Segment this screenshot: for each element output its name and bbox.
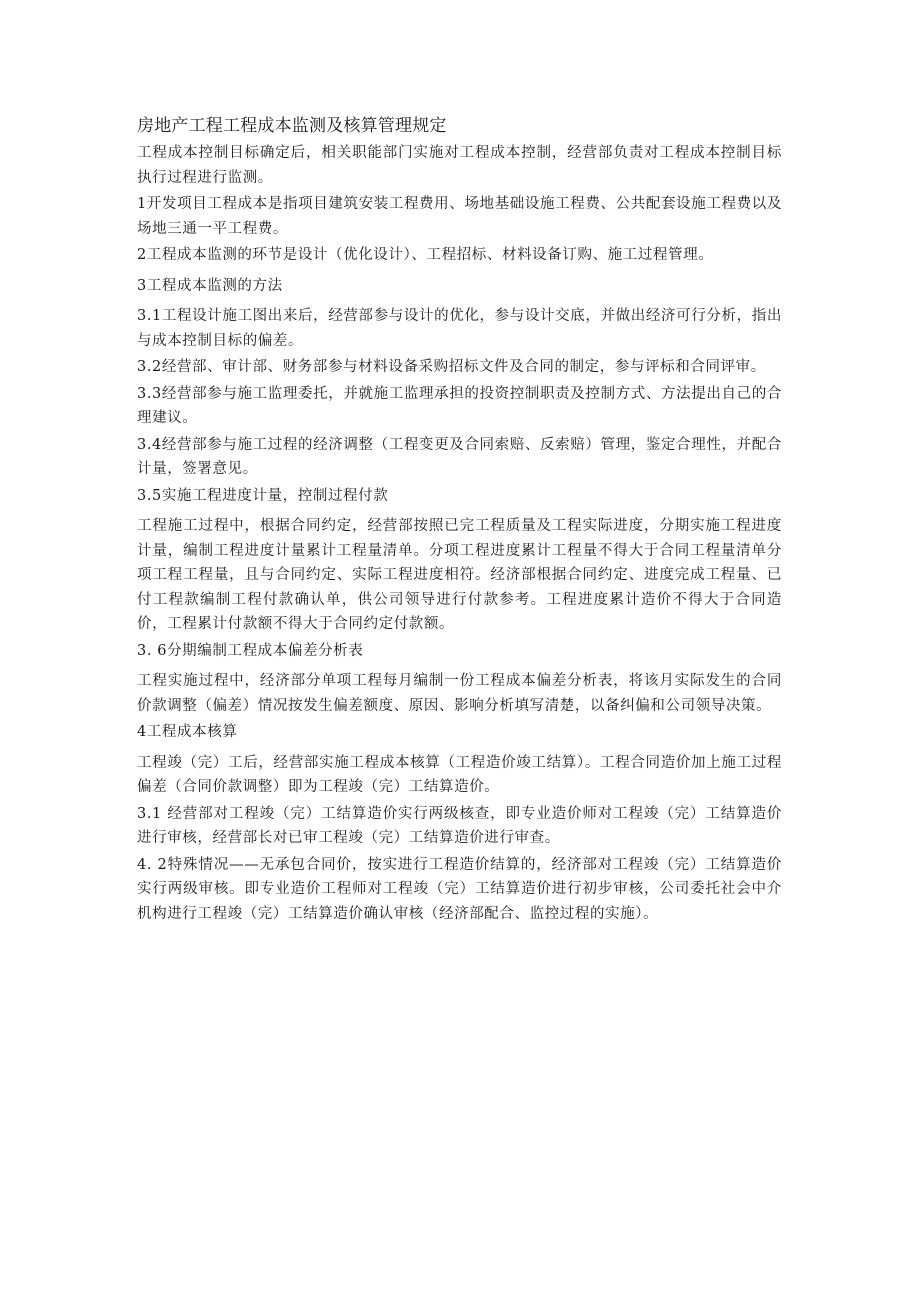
heading-3-6: 3. 6分期编制工程成本偏差分析表 [137, 642, 364, 659]
paragraph-intro: 工程成本控制目标确定后，相关职能部门实施对工程成本控制，经营部负责对工程成本控制目标执行过程进行监测。 [137, 145, 782, 186]
paragraph-4-2: 4. 2特殊情况——无承包合同价，按实进行工程造价结算的，经济部对工程竣（完）工结算造价实行两级审核。即专业造价工程师对工程竣（完）工结算造价进行初步审核，公司委托社会中介机构进行工程竣（完）工结算造价确认审核（经济部配合、监控过程的实施）。 [137, 856, 782, 922]
heading-3-5: 3.5实施工程进度计量，控制过程付款 [137, 487, 389, 504]
paragraph-3-2: 3.2经营部、审计部、财务部参与材料设备采购招标文件及合同的制定，参与评标和合同评审。 [137, 359, 766, 375]
document-title: 房地产工程工程成本监测及核算管理规定 [137, 116, 447, 136]
paragraph-3-5-body: 工程施工过程中，根据合同约定，经营部按照已完工程质量及工程实际进度，分期实施工程进度计量，编制工程进度计量累计工程量清单。分项工程进度累计工程量不得大于合同工程量清单分项工程工程量，且与合同约定、实际工程进度相符。经济部根据合同约定、进度完成工程量、已付工程款编制工程付款确认单，供公司领导进行付款参考。工程进度累计造价不得大于合同造价，工程累计付款额不得大于合同约定付款额。 [137, 518, 782, 632]
paragraph-3-3: 3.3经营部参与施工监理委托，并就施工监理承担的投资控制职责及控制方式、方法提出自己的合理建议。 [137, 385, 782, 426]
heading-4: 4工程成本核算 [137, 724, 238, 740]
document-body [137, 113, 782, 928]
paragraph-3-1: 3.1工程设计施工图出来后，经营部参与设计的优化，参与设计交底，并做出经济可行分析，指出与成本控制目标的偏差。 [137, 308, 782, 349]
paragraph-3-4: 3.4经营部参与施工过程的经济调整（工程变更及合同索赔、反索赔）管理，鉴定合理性，并配合计量，签署意见。 [137, 436, 782, 477]
paragraph-1: 1开发项目工程成本是指项目建筑安装工程费用、场地基础设施工程费、公共配套设施工程费以及场地三通一平工程费。 [137, 196, 782, 237]
paragraph-4-body: 工程竣（完）工后，经营部实施工程成本核算（工程造价竣工结算）。工程合同造价加上施工过程偏差（合同价款调整）即为工程竣（完）工结算造价。 [137, 754, 782, 795]
paragraph-4-1: 3.1 经营部对工程竣（完）工结算造价实行两级核查，即专业造价师对工程竣（完）工结算造价进行审核，经营部长对已审工程竣（完）工结算造价进行审查。 [137, 805, 782, 846]
heading-3: 3工程成本监测的方法 [137, 277, 283, 294]
paragraph-2: 2工程成本监测的环节是设计（优化设计）、工程招标、材料设备订购、施工过程管理。 [137, 247, 714, 263]
paragraph-3-6-body: 工程实施过程中，经济部分单项工程每月编制一份工程成本偏差分析表，将该月实际发生的合同价款调整（偏差）情况按发生偏差额度、原因、影响分析填写清楚，以备纠偏和公司领导决策。 [137, 673, 782, 714]
